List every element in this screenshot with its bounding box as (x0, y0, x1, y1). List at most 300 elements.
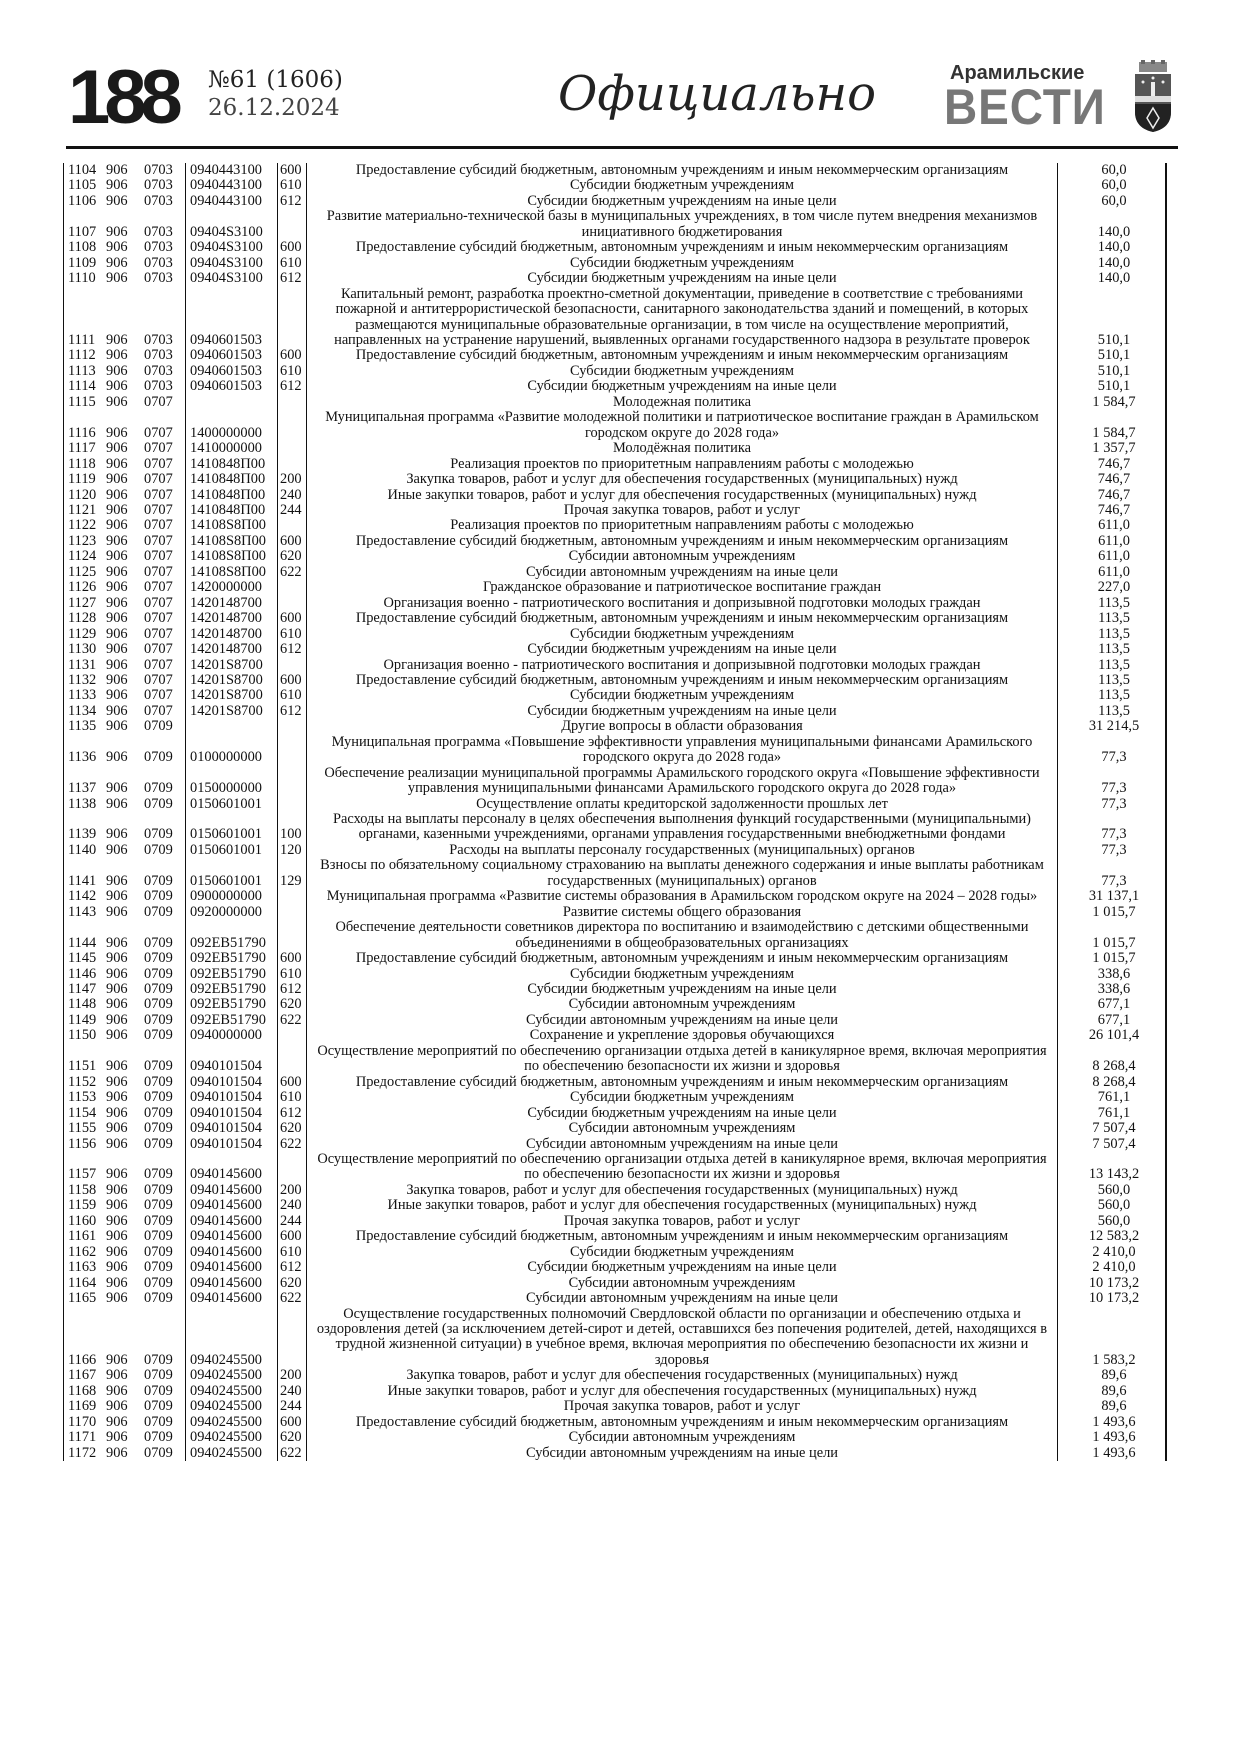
expense-name (307, 457, 1058, 472)
csr-code-text: 0940443100 (190, 177, 262, 194)
vr-code-text: 600 (280, 239, 302, 256)
expense-name-text: Осуществление мероприятий по обеспечению организации отдыха детей в каникулярное время, включая мероприятия по обеспечению безопасности их жизни и здоровья (317, 1042, 1047, 1075)
expense-name-text: Иные закупки товаров, работ и услуг для обеспечения государственных (муниципальных) нужд (387, 1197, 977, 1214)
line-number: 1119 (68, 471, 96, 488)
coat-of-arms-icon (1131, 60, 1175, 132)
expense-name (307, 1198, 1058, 1213)
expense-name (307, 627, 1058, 642)
grbs-code: 906 (106, 687, 128, 704)
grbs-code: 906 (106, 996, 128, 1013)
csr-code-text: 092EB51790 (190, 996, 266, 1013)
table-row (63, 410, 1170, 441)
amount-text: 77,3 (1101, 872, 1127, 889)
grbs-code: 906 (106, 162, 128, 178)
table-row (63, 1044, 1170, 1075)
csr-code (186, 1260, 278, 1275)
expense-name-text: Субсидии автономным учреждениям на иные цели (525, 1011, 838, 1028)
vr-code-text: 610 (280, 687, 302, 704)
table-row (63, 997, 1170, 1012)
line-number: 1117 (68, 440, 96, 457)
row-codes (63, 1291, 186, 1306)
csr-code-text: 1420148700 (190, 641, 262, 658)
vr-code (278, 1430, 307, 1445)
grbs-code: 906 (106, 270, 128, 287)
expense-name-text: Иные закупки товаров, работ и услуг для обеспечения государственных (муниципальных) нужд (387, 486, 977, 503)
csr-code-text: 0940601503 (190, 362, 262, 379)
section-code: 0703 (144, 223, 173, 240)
amount-text: 77,3 (1101, 749, 1127, 766)
vr-code-text: 600 (280, 347, 302, 364)
table-row (63, 488, 1170, 503)
csr-code-text: 0940443100 (190, 162, 262, 178)
line-number: 1104 (68, 162, 97, 178)
amount-text: 60,0 (1101, 177, 1127, 194)
amount (1058, 1276, 1170, 1291)
amount (1058, 936, 1170, 951)
expense-name-text: Субсидии бюджетным учреждениям на иные цели (527, 1104, 837, 1121)
expense-name-text: Закупка товаров, работ и услуг для обеспечения государственных (муниципальных) нужд (406, 471, 958, 488)
csr-code (186, 240, 278, 255)
csr-code (186, 627, 278, 642)
vr-code (278, 457, 307, 472)
expense-name (307, 658, 1058, 673)
grbs-code: 906 (106, 331, 128, 348)
amount (1058, 967, 1170, 982)
table-row (63, 797, 1170, 812)
amount-text: 611,0 (1098, 563, 1130, 580)
amount-text: 1 584,7 (1092, 424, 1136, 441)
amount (1058, 194, 1170, 209)
vr-code (278, 549, 307, 564)
csr-code (186, 797, 278, 812)
line-number: 1107 (68, 223, 97, 240)
table-row (63, 688, 1170, 703)
csr-code-text: 1420000000 (190, 579, 262, 596)
section-code: 0707 (144, 610, 173, 627)
section-code: 0703 (144, 347, 173, 364)
table-row (63, 1307, 1170, 1369)
table-right-border (1165, 163, 1167, 1461)
table-row (63, 1137, 1170, 1152)
table-row (63, 379, 1170, 394)
expense-name-text: Сохранение и укрепление здоровья обучающихся (529, 1027, 835, 1044)
page-header (68, 55, 1178, 140)
amount (1058, 1415, 1170, 1430)
grbs-code: 906 (106, 1274, 128, 1291)
row-codes (63, 843, 186, 858)
issue-number: №61 (1606) (208, 67, 343, 93)
vr-code (278, 1044, 307, 1075)
row-codes (63, 1075, 186, 1090)
csr-code (186, 596, 278, 611)
expense-name-text: Субсидии автономным учреждениям на иные цели (525, 1444, 838, 1461)
table-row (63, 1121, 1170, 1136)
grbs-code: 906 (106, 347, 128, 364)
amount (1058, 1013, 1170, 1028)
csr-code (186, 209, 278, 240)
vr-code (278, 1245, 307, 1260)
amount-text: 77,3 (1101, 841, 1127, 858)
grbs-code: 906 (106, 501, 128, 518)
table-row (63, 549, 1170, 564)
row-codes (63, 1229, 186, 1244)
line-number: 1152 (68, 1073, 97, 1090)
csr-code (186, 1198, 278, 1213)
row-codes (63, 642, 186, 657)
vr-code (278, 1106, 307, 1121)
section-code: 0703 (144, 192, 173, 209)
csr-code-text: 0940000000 (190, 1027, 262, 1044)
line-number: 1122 (68, 517, 97, 534)
table-row (63, 1276, 1170, 1291)
vr-code (278, 271, 307, 286)
csr-code-text: 0940101504 (190, 1073, 262, 1090)
line-number: 1171 (68, 1429, 97, 1446)
vr-code-text: 612 (280, 378, 302, 395)
amount (1058, 441, 1170, 456)
csr-code (186, 658, 278, 673)
amount (1058, 596, 1170, 611)
csr-code-text: 1410848П00 (190, 501, 266, 518)
vr-code (278, 1368, 307, 1383)
grbs-code: 906 (106, 223, 128, 240)
expense-name-text: Взносы по обязательному социальному страхованию на выплаты денежного содержания и иные выплаты работникам государственных (муниципальных) органов (320, 857, 1044, 889)
amount (1058, 580, 1170, 595)
vr-code (278, 627, 307, 642)
expense-name (307, 951, 1058, 966)
csr-code-text: 14201S8700 (190, 687, 263, 704)
table-row (63, 920, 1170, 951)
expense-name-text: Организация военно - патриотического воспитания и допризывной подготовки молодых граждан (383, 594, 981, 611)
expense-name (307, 812, 1058, 843)
vr-code (278, 905, 307, 920)
csr-code-text: 0940145600 (190, 1228, 262, 1245)
row-codes (63, 1384, 186, 1399)
expense-name-text: Развитие материально-технической базы в муниципальных учреждениях, в том числе путем внедрения механизмов инициативного бюджетирования (326, 208, 1038, 240)
csr-code (186, 549, 278, 564)
vr-code (278, 858, 307, 889)
line-number: 1141 (68, 872, 97, 889)
row-codes (63, 1430, 186, 1445)
vr-code-text: 244 (280, 1212, 302, 1229)
expense-name (307, 1121, 1058, 1136)
vr-code (278, 1229, 307, 1244)
csr-code (186, 379, 278, 394)
table-row (63, 982, 1170, 997)
vr-code (278, 1384, 307, 1399)
amount-text: 12 583,2 (1088, 1228, 1140, 1245)
table-row (63, 472, 1170, 487)
section-code: 0707 (144, 424, 173, 441)
expense-name-text: Предоставление субсидий бюджетным, автономным учреждениям и иным некоммерческим организациям (355, 1413, 1009, 1430)
vr-code (278, 1028, 307, 1043)
line-number: 1129 (68, 625, 97, 642)
amount-text: 746,7 (1097, 471, 1131, 488)
amount-text: 227,0 (1097, 579, 1131, 596)
line-number: 1169 (68, 1398, 97, 1415)
vr-code (278, 1198, 307, 1213)
line-number: 1154 (68, 1104, 97, 1121)
vr-code (278, 1075, 307, 1090)
grbs-code: 906 (106, 1413, 128, 1430)
amount (1058, 472, 1170, 487)
line-number: 1126 (68, 579, 97, 596)
row-codes (63, 797, 186, 812)
csr-code-text: 1410848П00 (190, 486, 266, 503)
amount (1058, 688, 1170, 703)
expense-name (307, 1260, 1058, 1275)
row-codes (63, 858, 186, 889)
amount (1058, 256, 1170, 271)
expense-name-text: Субсидии автономным учреждениям (568, 996, 796, 1013)
row-codes (63, 1028, 186, 1043)
table-row (63, 1106, 1170, 1121)
grbs-code: 906 (106, 1181, 128, 1198)
budget-table (63, 163, 1170, 1461)
vr-code-text: 120 (280, 841, 302, 858)
section-code: 0703 (144, 378, 173, 395)
expense-name (307, 1430, 1058, 1445)
amount (1058, 240, 1170, 255)
table-row (63, 611, 1170, 626)
expense-name (307, 549, 1058, 564)
vr-code (278, 1013, 307, 1028)
expense-name (307, 673, 1058, 688)
csr-code (186, 1152, 278, 1183)
csr-code-text: 09404S3100 (190, 270, 263, 287)
section-code: 0707 (144, 641, 173, 658)
expense-name-text: Закупка товаров, работ и услуг для обеспечения государственных (муниципальных) нужд (406, 1367, 958, 1384)
csr-code (186, 1214, 278, 1229)
expense-name-text: Субсидии бюджетным учреждениям (570, 1243, 794, 1260)
expense-name (307, 209, 1058, 240)
amount (1058, 534, 1170, 549)
csr-code (186, 395, 278, 410)
table-row (63, 735, 1170, 766)
grbs-code: 906 (106, 841, 128, 858)
expense-name-text: Субсидии бюджетным учреждениям (570, 177, 794, 194)
line-number: 1105 (68, 177, 97, 194)
section-code: 0707 (144, 440, 173, 457)
amount-text: 1 357,7 (1092, 440, 1136, 457)
line-number: 1143 (68, 903, 97, 920)
amount (1058, 333, 1170, 348)
section-code: 0707 (144, 455, 173, 472)
csr-code-text: 0940601503 (190, 378, 262, 395)
csr-code-text: 0940245500 (190, 1413, 262, 1430)
expense-name-text: Субсидии бюджетным учреждениям на иные цели (527, 702, 837, 719)
grbs-code: 906 (106, 563, 128, 580)
section-code: 0709 (144, 1259, 173, 1276)
line-number: 1170 (68, 1413, 97, 1430)
expense-name (307, 1229, 1058, 1244)
row-codes (63, 1137, 186, 1152)
grbs-code: 906 (106, 486, 128, 503)
amount (1058, 271, 1170, 286)
expense-name (307, 1152, 1058, 1183)
line-number: 1136 (68, 749, 97, 766)
expense-name (307, 1106, 1058, 1121)
expense-name-text: Субсидии бюджетным учреждениям на иные цели (527, 270, 837, 287)
expense-name (307, 194, 1058, 209)
vr-code (278, 982, 307, 997)
grbs-code: 906 (106, 625, 128, 642)
line-number: 1120 (68, 486, 97, 503)
csr-code-text: 14108S8П00 (190, 517, 266, 534)
expense-name-text: Субсидии автономным учреждениям (568, 1274, 796, 1291)
row-codes (63, 688, 186, 703)
expense-name-text: Прочая закупка товаров, работ и услуг (563, 1212, 801, 1229)
expense-name-text: Субсидии автономным учреждениям (568, 1429, 796, 1446)
grbs-code: 906 (106, 641, 128, 658)
grbs-code: 906 (106, 610, 128, 627)
line-number: 1158 (68, 1181, 97, 1198)
vr-code (278, 1260, 307, 1275)
row-codes (63, 1044, 186, 1075)
expense-name-text: Предоставление субсидий бюджетным, автономным учреждениям и иным некоммерческим организациям (355, 347, 1009, 364)
amount (1058, 549, 1170, 564)
table-row (63, 967, 1170, 982)
amount (1058, 889, 1170, 904)
csr-code (186, 1106, 278, 1121)
vr-code (278, 889, 307, 904)
expense-name-text: Предоставление субсидий бюджетным, автономным учреждениям и иным некоммерческим организациям (355, 532, 1009, 549)
csr-code (186, 735, 278, 766)
csr-code (186, 704, 278, 719)
amount (1058, 225, 1170, 240)
section-code: 0709 (144, 718, 173, 735)
table-row (63, 1368, 1170, 1383)
vr-code (278, 503, 307, 518)
amount-text: 1 493,6 (1092, 1429, 1136, 1446)
expense-name-text: Прочая закупка товаров, работ и услуг (563, 1398, 801, 1415)
amount-text: 1 015,7 (1092, 903, 1136, 920)
csr-code (186, 766, 278, 797)
grbs-code: 906 (106, 192, 128, 209)
vr-code-text: 622 (280, 1135, 302, 1152)
expense-name (307, 256, 1058, 271)
expense-name (307, 1214, 1058, 1229)
amount (1058, 1059, 1170, 1074)
grbs-code: 906 (106, 671, 128, 688)
amount (1058, 1214, 1170, 1229)
csr-code-text: 092EB51790 (190, 950, 266, 967)
grbs-code: 906 (106, 888, 128, 905)
csr-code (186, 178, 278, 193)
line-number: 1142 (68, 888, 97, 905)
row-codes (63, 704, 186, 719)
amount-text: 560,0 (1097, 1181, 1131, 1198)
expense-name-text: Предоставление субсидий бюджетным, автономным учреждениям и иным некоммерческим организациям (355, 162, 1009, 178)
expense-name-text: Субсидии бюджетным учреждениям (570, 362, 794, 379)
expense-name (307, 766, 1058, 797)
vr-code-text: 620 (280, 1120, 302, 1137)
vr-code-text: 622 (280, 1290, 302, 1307)
vr-code-text: 610 (280, 625, 302, 642)
amount-text: 510,1 (1097, 347, 1131, 364)
grbs-code: 906 (106, 981, 128, 998)
csr-code-text: 0940101504 (190, 1135, 262, 1152)
csr-code-text: 1410848П00 (190, 455, 266, 472)
section-code: 0709 (144, 872, 173, 889)
table-row (63, 364, 1170, 379)
csr-code-text: 0150601001 (190, 795, 262, 812)
expense-name-text: Предоставление субсидий бюджетным, автономным учреждениям и иным некоммерческим организациям (355, 610, 1009, 627)
vr-code-text: 622 (280, 563, 302, 580)
page-number: 188 (68, 55, 177, 140)
csr-code (186, 287, 278, 349)
section-code: 0709 (144, 826, 173, 843)
vr-code (278, 1276, 307, 1291)
vr-code-text: 612 (280, 702, 302, 719)
table-row (63, 858, 1170, 889)
vr-code-text: 600 (280, 671, 302, 688)
table-row (63, 1384, 1170, 1399)
amount-text: 611,0 (1098, 532, 1130, 549)
amount-text: 677,1 (1097, 996, 1131, 1013)
row-codes (63, 1276, 186, 1291)
csr-code (186, 889, 278, 904)
expense-name (307, 1075, 1058, 1090)
amount (1058, 750, 1170, 765)
row-codes (63, 364, 186, 379)
section-title: Официально (558, 66, 877, 122)
csr-code-text: 14108S8П00 (190, 563, 266, 580)
section-code: 0709 (144, 1135, 173, 1152)
section-code: 0709 (144, 996, 173, 1013)
expense-name (307, 858, 1058, 889)
amount-text: 1 015,7 (1092, 934, 1136, 951)
csr-code-text: 1420148700 (190, 625, 262, 642)
vr-code-text: 600 (280, 1073, 302, 1090)
table-row (63, 1291, 1170, 1306)
expense-name (307, 1183, 1058, 1198)
row-codes (63, 271, 186, 286)
expense-name-text: Гражданское образование и патриотическое воспитание граждан (482, 579, 882, 596)
csr-code-text: 0900000000 (190, 888, 262, 905)
line-number: 1121 (68, 501, 97, 518)
expense-name-text: Реализация проектов по приоритетным направлениям работы с молодежью (450, 455, 914, 472)
vr-code-text: 600 (280, 1413, 302, 1430)
grbs-code: 906 (106, 239, 128, 256)
csr-code-text: 092EB51790 (190, 934, 266, 951)
csr-code (186, 1183, 278, 1198)
row-codes (63, 1399, 186, 1414)
vr-code (278, 488, 307, 503)
table-row (63, 287, 1170, 349)
csr-code (186, 1415, 278, 1430)
row-codes (63, 967, 186, 982)
row-codes (63, 410, 186, 441)
line-number: 1172 (68, 1444, 97, 1461)
csr-code (186, 364, 278, 379)
vr-code (278, 410, 307, 441)
csr-code-text: 14108S8П00 (190, 532, 266, 549)
vr-code (278, 194, 307, 209)
grbs-code: 906 (106, 903, 128, 920)
amount-text: 89,6 (1101, 1367, 1127, 1384)
csr-code (186, 1013, 278, 1028)
expense-name-text: Субсидии бюджетным учреждениям (570, 687, 794, 704)
amount-text: 746,7 (1097, 455, 1131, 472)
section-code: 0709 (144, 1398, 173, 1415)
vr-code-text: 610 (280, 254, 302, 271)
amount-text: 1 493,6 (1092, 1444, 1136, 1461)
amount (1058, 426, 1170, 441)
vr-code (278, 642, 307, 657)
line-number: 1144 (68, 934, 97, 951)
section-code: 0703 (144, 254, 173, 271)
